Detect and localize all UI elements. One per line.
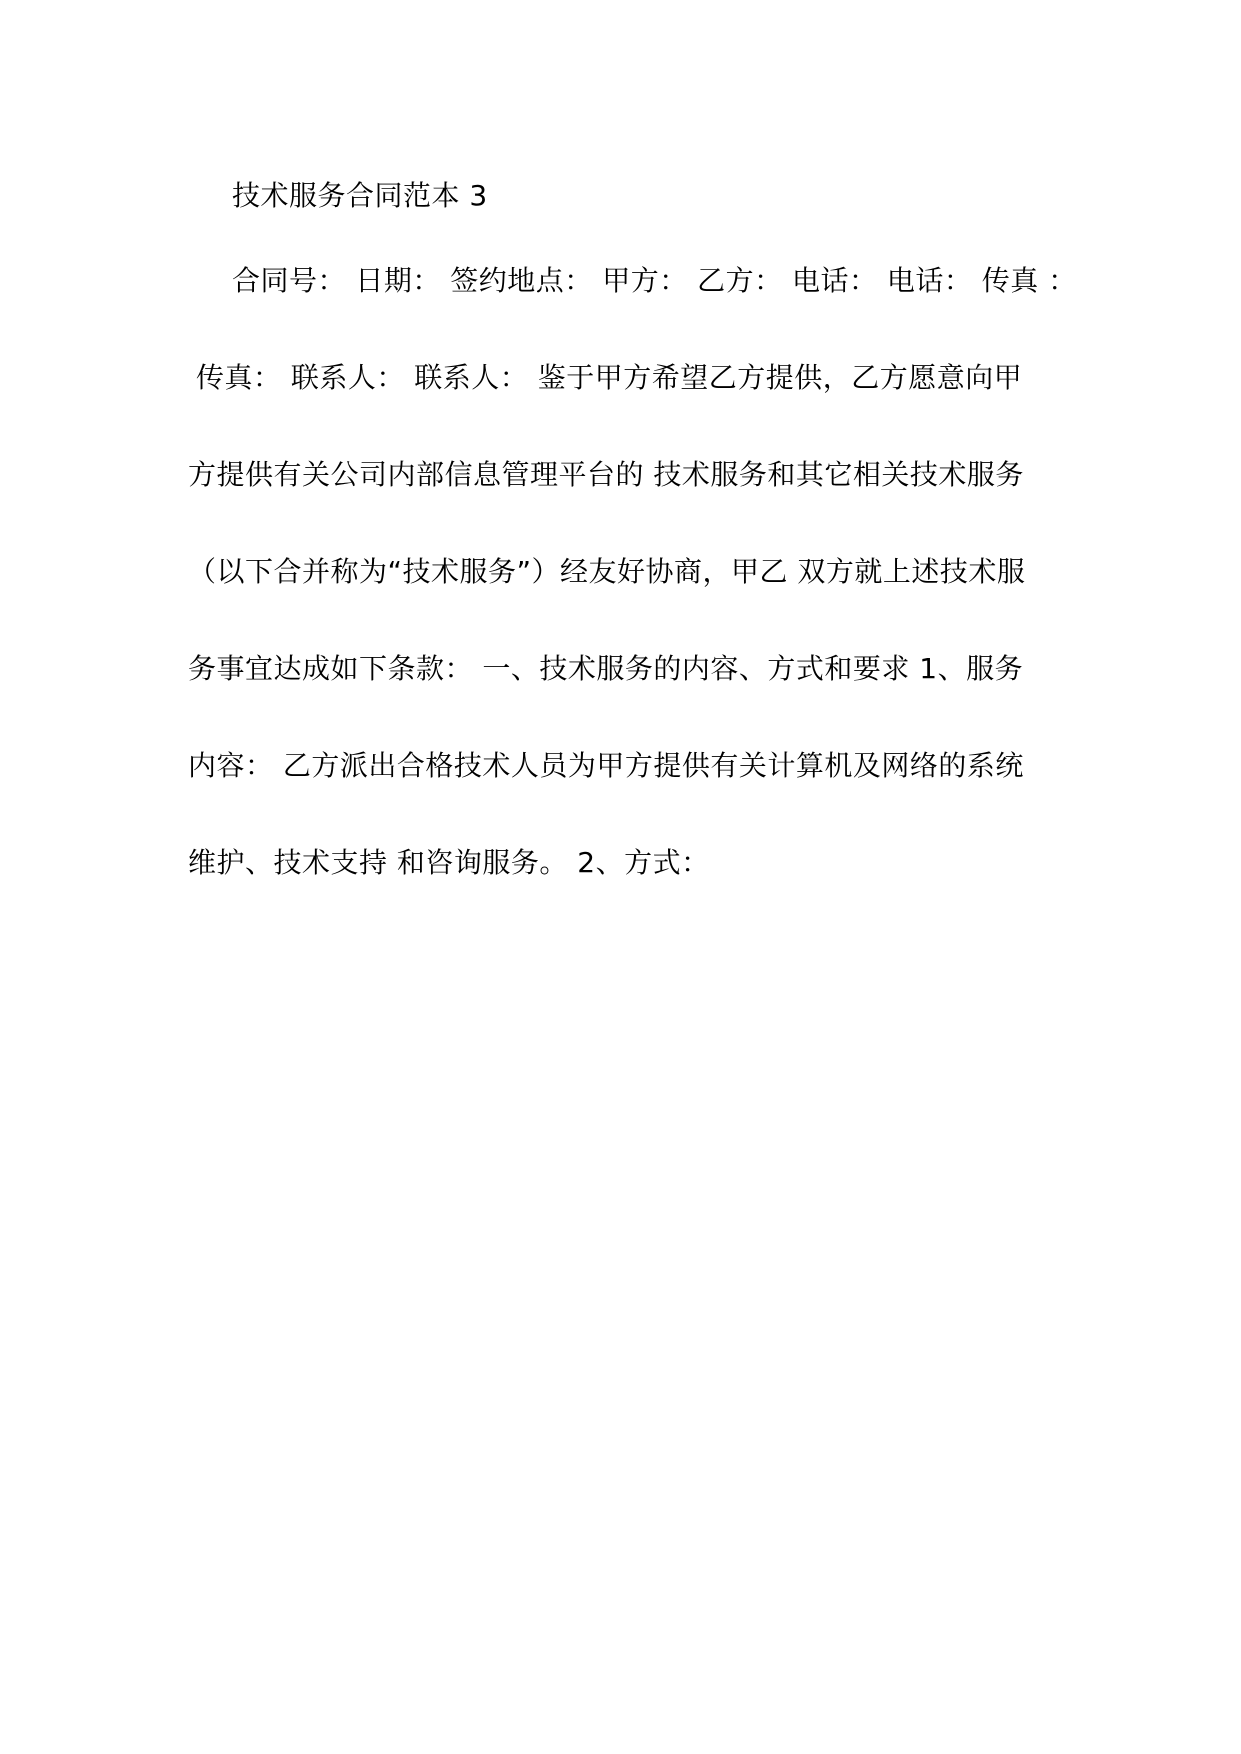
body-line-6: 内容： 乙方派出合格技术人员为甲方提供有关计算机及网络的系统	[188, 749, 1024, 782]
body-line-1: 合同号： 日期： 签约地点： 甲方： 乙方： 电话： 电话： 传真 ：	[232, 264, 1077, 297]
body-line-7: 维护、技术支持 和咨询服务。 2、方式：	[188, 846, 710, 879]
body-line-3: 方提供有关公司内部信息管理平台的 技术服务和其它相关技术服务	[188, 458, 1024, 491]
document-title: 技术服务合同范本 3	[232, 179, 488, 212]
body-line-2: 传真： 联系人： 联系人： 鉴于甲方希望乙方提供，乙方愿意向甲	[196, 361, 1023, 394]
body-line-4: （以下合并称为“技术服务”）经友好协商，甲乙 双方就上述技术服	[188, 555, 1026, 588]
body-line-5: 务事宜达成如下条款： 一、技术服务的内容、方式和要求 1、服务	[188, 652, 1024, 685]
